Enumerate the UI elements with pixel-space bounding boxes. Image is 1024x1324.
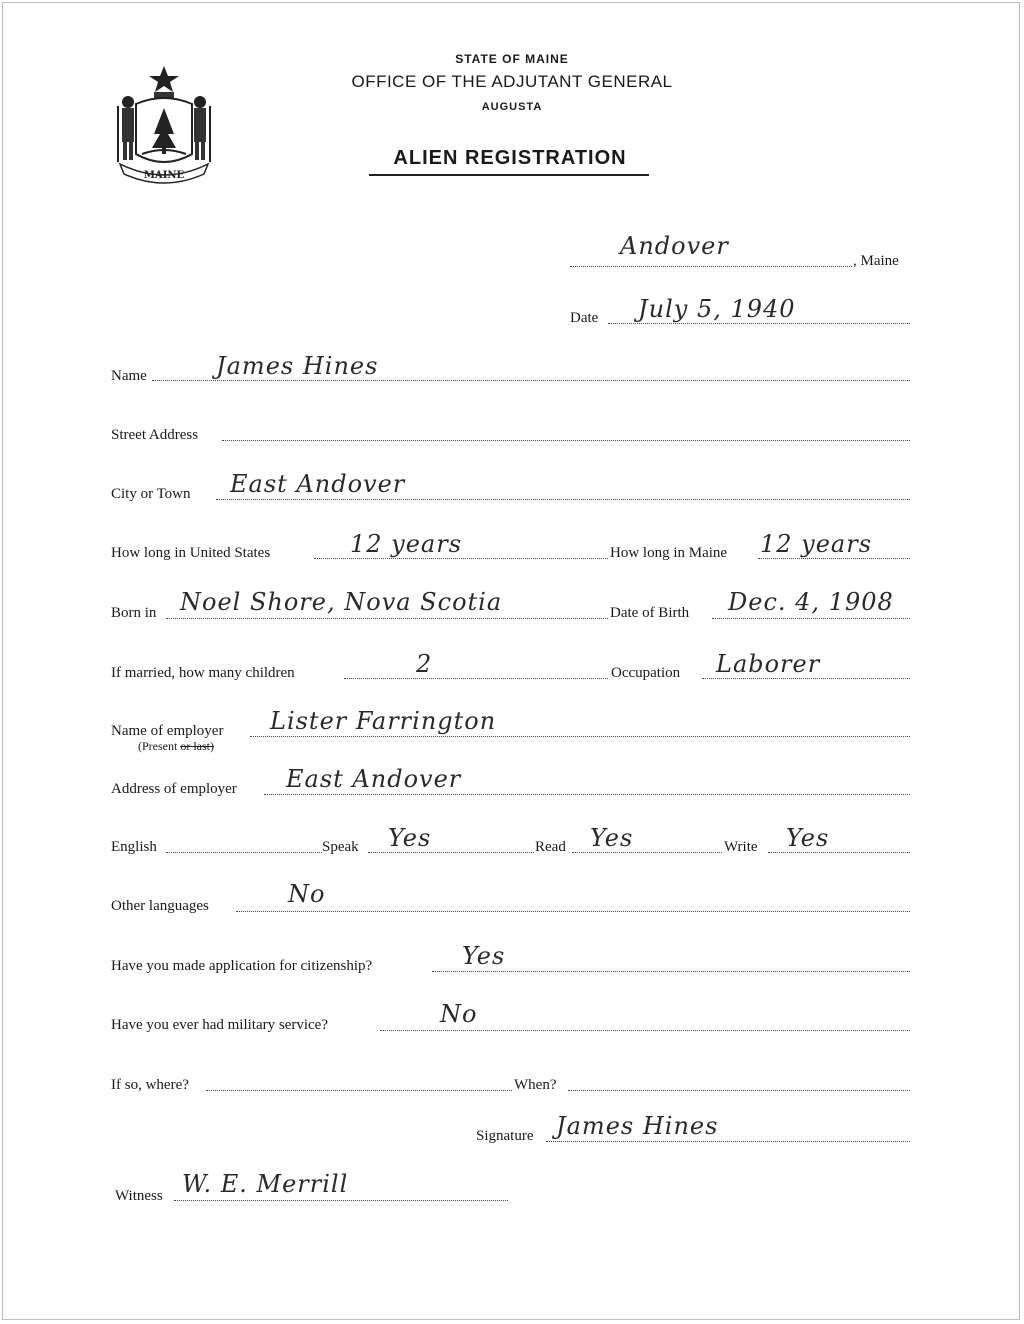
maine-duration-label: How long in Maine	[610, 545, 728, 561]
us-duration-label: How long in United States	[111, 545, 271, 561]
read-label: Read	[535, 839, 566, 855]
employer-address-value: East Andover	[286, 765, 462, 793]
city-value: East Andover	[230, 470, 406, 498]
us-duration-field[interactable]	[314, 558, 608, 559]
maine-state-seal-icon	[112, 62, 216, 186]
street-field[interactable]	[222, 440, 910, 441]
employer-label: Name of employer	[111, 723, 224, 739]
maine-duration-value: 12 years	[760, 530, 873, 558]
date-field[interactable]	[608, 323, 910, 324]
read-field[interactable]	[572, 852, 722, 853]
children-field[interactable]	[344, 678, 608, 679]
dob-label: Date of Birth	[610, 605, 690, 621]
name-value: James Hines	[216, 352, 379, 380]
employer-sublabel	[138, 739, 214, 754]
write-value: Yes	[786, 824, 830, 852]
signature-value: James Hines	[556, 1112, 719, 1140]
other-languages-value: No	[288, 880, 326, 908]
header-office: OFFICE OF THE ADJUTANT GENERAL	[351, 72, 673, 91]
employer-address-label: Address of employer	[111, 781, 237, 797]
dob-field[interactable]	[712, 618, 910, 619]
witness-label: Witness	[115, 1188, 163, 1204]
when-field[interactable]	[568, 1090, 910, 1091]
occupation-field[interactable]	[702, 678, 910, 679]
children-value: 2	[416, 650, 433, 678]
employer-field[interactable]	[250, 736, 910, 737]
date-value: July 5, 1940	[638, 295, 796, 323]
title-underline	[369, 174, 649, 176]
name-field[interactable]	[152, 380, 910, 381]
born-value: Noel Shore, Nova Scotia	[180, 588, 503, 616]
employer-sublabel-present: (Present	[138, 739, 178, 753]
speak-label: Speak	[322, 839, 359, 855]
place-field[interactable]	[570, 266, 852, 267]
english-label: English	[111, 839, 157, 855]
write-field[interactable]	[768, 852, 910, 853]
employer-sublabel-or-last: or last)	[180, 739, 214, 753]
children-label: If married, how many children	[111, 665, 295, 681]
form-title: ALIEN REGISTRATION	[393, 147, 627, 169]
other-languages-label: Other languages	[111, 898, 209, 914]
page-border	[2, 2, 1020, 1320]
seal-text: MAINE	[143, 170, 185, 181]
place-suffix: , Maine	[853, 253, 899, 269]
read-value: Yes	[590, 824, 634, 852]
born-label: Born in	[111, 605, 157, 621]
citizenship-field[interactable]	[432, 971, 910, 972]
signature-label: Signature	[476, 1128, 534, 1144]
speak-value: Yes	[388, 824, 432, 852]
maine-duration-field[interactable]	[758, 558, 910, 559]
write-label: Write	[724, 839, 758, 855]
employer-address-field[interactable]	[264, 794, 910, 795]
military-field[interactable]	[380, 1030, 910, 1031]
born-field[interactable]	[166, 618, 608, 619]
occupation-label: Occupation	[611, 665, 681, 681]
where-field[interactable]	[206, 1090, 512, 1091]
name-label: Name	[111, 368, 147, 384]
other-languages-field[interactable]	[236, 911, 910, 912]
us-duration-value: 12 years	[350, 530, 463, 558]
city-field[interactable]	[216, 499, 910, 500]
date-label: Date	[570, 310, 599, 326]
dob-value: Dec. 4, 1908	[728, 588, 894, 616]
street-label: Street Address	[111, 427, 199, 443]
place-value: Andover	[620, 232, 729, 260]
employer-value: Lister Farrington	[270, 707, 497, 735]
header-state: STATE OF MAINE	[455, 52, 569, 66]
occupation-value: Laborer	[716, 650, 821, 678]
citizenship-value: Yes	[462, 942, 506, 970]
when-label: When?	[514, 1077, 557, 1093]
witness-value: W. E. Merrill	[182, 1170, 349, 1198]
header-city: AUGUSTA	[481, 101, 543, 113]
where-label: If so, where?	[111, 1077, 189, 1093]
english-field[interactable]	[166, 852, 322, 853]
signature-field[interactable]	[546, 1141, 910, 1142]
city-label: City or Town	[111, 486, 191, 502]
citizenship-label: Have you made application for citizenship?	[111, 958, 373, 974]
witness-field[interactable]	[174, 1200, 508, 1201]
military-value: No	[440, 1000, 478, 1028]
speak-field[interactable]	[368, 852, 534, 853]
military-label: Have you ever had military service?	[111, 1017, 328, 1033]
